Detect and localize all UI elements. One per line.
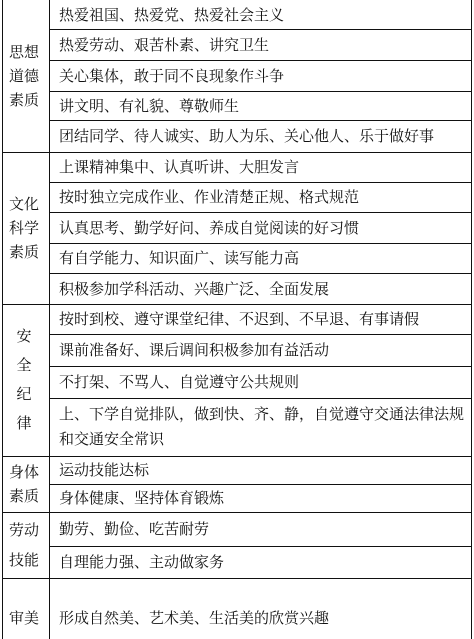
criteria-item: 讲文明、有礼貌、尊敬师生 xyxy=(59,96,240,115)
category-label: 技能 xyxy=(8,551,39,569)
criteria-item: 勤劳、勤俭、吃苦耐劳 xyxy=(59,520,210,538)
criteria-item: 不打架、不骂人、自觉遵守公共规则 xyxy=(59,373,300,391)
criteria-item: 课前准备好、课后调间积极参加有益活动 xyxy=(59,341,330,359)
category-label: 道德 xyxy=(8,67,39,85)
criteria-item: 按时到校、遵守课堂纪律、不迟到、不早退、有事请假 xyxy=(59,310,420,328)
category-label: 身体 xyxy=(8,463,39,481)
criteria-item: 热爱劳动、艰苦朴素、讲究卫生 xyxy=(59,35,270,54)
category-label: 文化 xyxy=(8,195,39,213)
category-label: 思想 xyxy=(8,43,39,61)
category-aesthetic xyxy=(0,596,48,639)
category-moral xyxy=(0,0,48,152)
criteria-item: 运动技能达标 xyxy=(59,461,150,479)
criteria-item: 上课精神集中、认真听讲、大胆发言 xyxy=(59,158,300,176)
category-safety xyxy=(0,304,48,456)
table-column-divider xyxy=(49,0,50,639)
category-label: 审美 xyxy=(8,608,39,627)
criteria-item: 积极参加学科活动、兴趣广泛、全面发展 xyxy=(59,279,330,298)
criteria-item: 有自学能力、知识面广、读写能力高 xyxy=(59,249,300,267)
category-label: 全 xyxy=(16,356,32,374)
category-labor xyxy=(0,512,48,578)
criteria-item: 认真思考、勤学好问、养成自觉阅读的好习惯 xyxy=(59,218,360,237)
category-label: 素质 xyxy=(8,91,39,109)
category-label: 劳动 xyxy=(8,521,39,539)
table-border-right xyxy=(471,0,472,639)
criteria-item: 关心集体，敢于同不良现象作斗争 xyxy=(59,66,285,85)
criteria-item: 自理能力强、主动做家务 xyxy=(59,553,225,571)
category-label: 律 xyxy=(16,414,32,432)
category-label: 科学 xyxy=(8,219,39,237)
criteria-item: 身体健康、坚持体育锻炼 xyxy=(59,489,225,507)
criteria-item: 上、下学自觉排队，做到快、齐、静，自觉遵守交通法律法规和交通安全常识 xyxy=(59,405,465,448)
category-label: 素质 xyxy=(8,487,39,505)
category-physical xyxy=(0,456,48,512)
criteria-item: 形成自然美、艺术美、生活美的欣赏兴趣 xyxy=(59,608,330,627)
category-label: 纪 xyxy=(16,385,32,403)
section-divider xyxy=(2,578,472,579)
criteria-item: 团结同学、待人诚实、助人为乐、关心他人、乐于做好事 xyxy=(59,127,435,145)
category-label: 安 xyxy=(16,327,32,345)
criteria-item: 按时独立完成作业、作业清楚正规、格式规范 xyxy=(59,188,360,206)
category-academic xyxy=(0,152,48,304)
category-label: 素质 xyxy=(8,243,39,261)
criteria-item: 热爱祖国、热爱党、热爱社会主义 xyxy=(59,5,285,24)
